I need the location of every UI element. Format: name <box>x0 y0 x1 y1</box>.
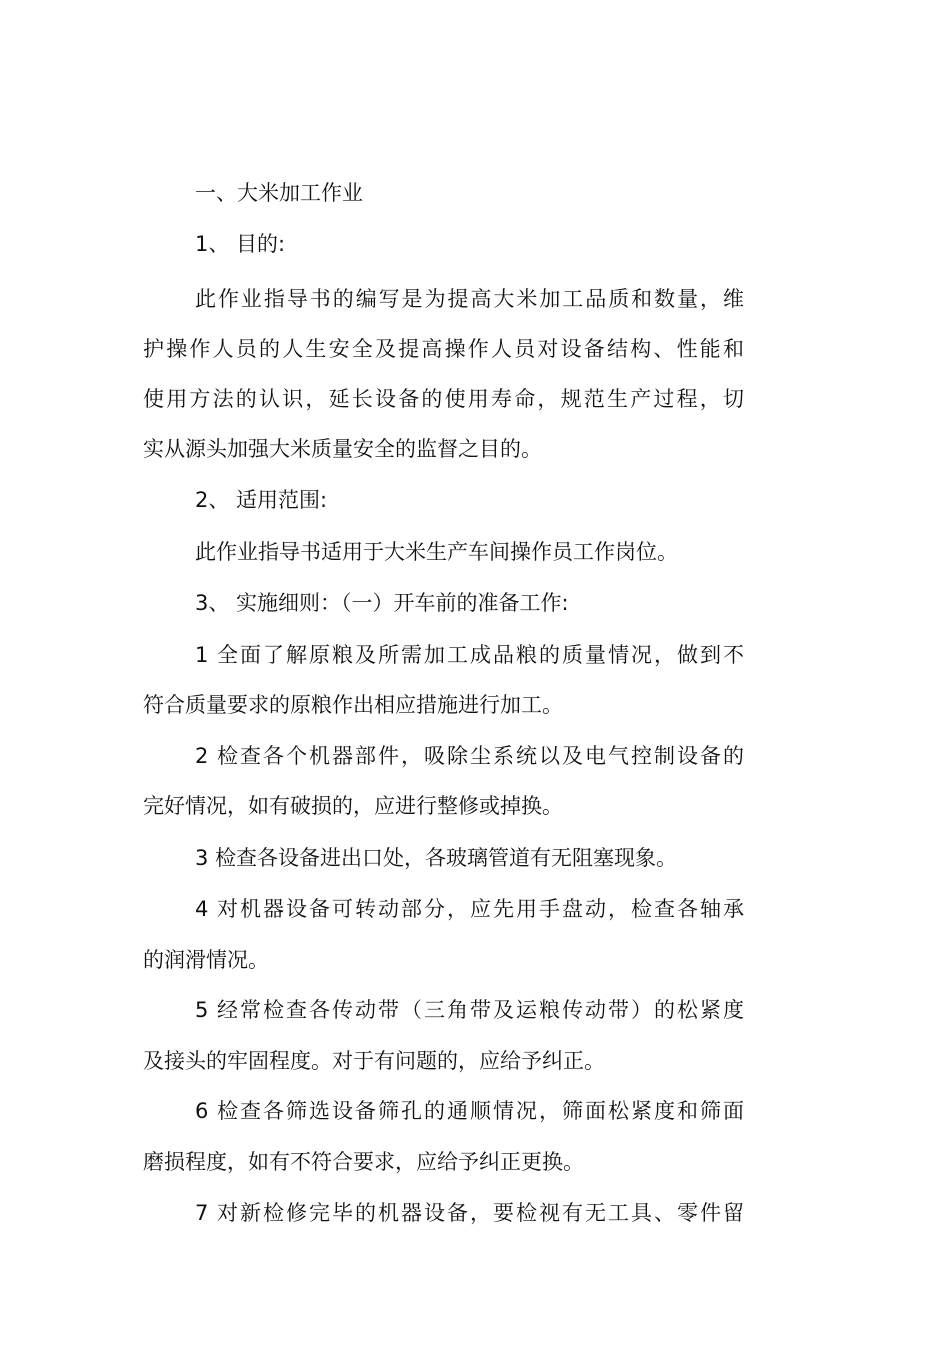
section-heading-rice-processing: 一、大米加工作业 <box>195 181 363 205</box>
paragraph-purpose-line-2: 护操作人员的人生安全及提高操作人员对设备结构、性能和 <box>143 337 744 361</box>
item-2-line-2: 完好情况，如有破损的，应进行整修或掉换。 <box>143 794 563 818</box>
item-7-line-1: 7 对新检修完毕的机器设备，要检视有无工具、零件留 <box>195 1201 744 1225</box>
item-4-line-2: 的润滑情况。 <box>143 948 269 972</box>
paragraph-scope: 此作业指导书适用于大米生产车间操作员工作岗位。 <box>195 540 678 564</box>
item-1-line-2: 符合质量要求的原粮作出相应措施进行加工。 <box>143 693 563 717</box>
paragraph-purpose-line-3: 使用方法的认识，延长设备的使用寿命，规范生产过程，切 <box>143 387 744 411</box>
paragraph-purpose-line-4: 实从源头加强大米质量安全的监督之目的。 <box>143 437 542 461</box>
heading-scope: 2、 适用范围: <box>195 488 328 512</box>
paragraph-purpose-line-1: 此作业指导书的编写是为提高大米加工品质和数量，维 <box>195 287 744 311</box>
item-6-line-1: 6 检查各筛选设备筛孔的通顺情况，筛面松紧度和筛面 <box>195 1099 744 1123</box>
item-1-line-1: 1 全面了解原粮及所需加工成品粮的质量情况，做到不 <box>195 643 744 667</box>
item-2-line-1: 2 检查各个机器部件，吸除尘系统以及电气控制设备的 <box>195 744 744 768</box>
item-4-line-1: 4 对机器设备可转动部分，应先用手盘动，检查各轴承 <box>195 897 744 921</box>
heading-purpose: 1、 目的: <box>195 232 286 256</box>
heading-implementation: 3、 实施细则：（一）开车前的准备工作: <box>195 591 569 615</box>
item-3: 3 检查各设备进出口处，各玻璃管道有无阻塞现象。 <box>195 846 678 870</box>
item-5-line-2: 及接头的牢固程度。对于有问题的，应给予纠正。 <box>143 1049 605 1073</box>
item-6-line-2: 磨损程度，如有不符合要求，应给予纠正更换。 <box>143 1150 584 1174</box>
item-5-line-1: 5 经常检查各传动带（三角带及运粮传动带）的松紧度 <box>195 998 744 1022</box>
